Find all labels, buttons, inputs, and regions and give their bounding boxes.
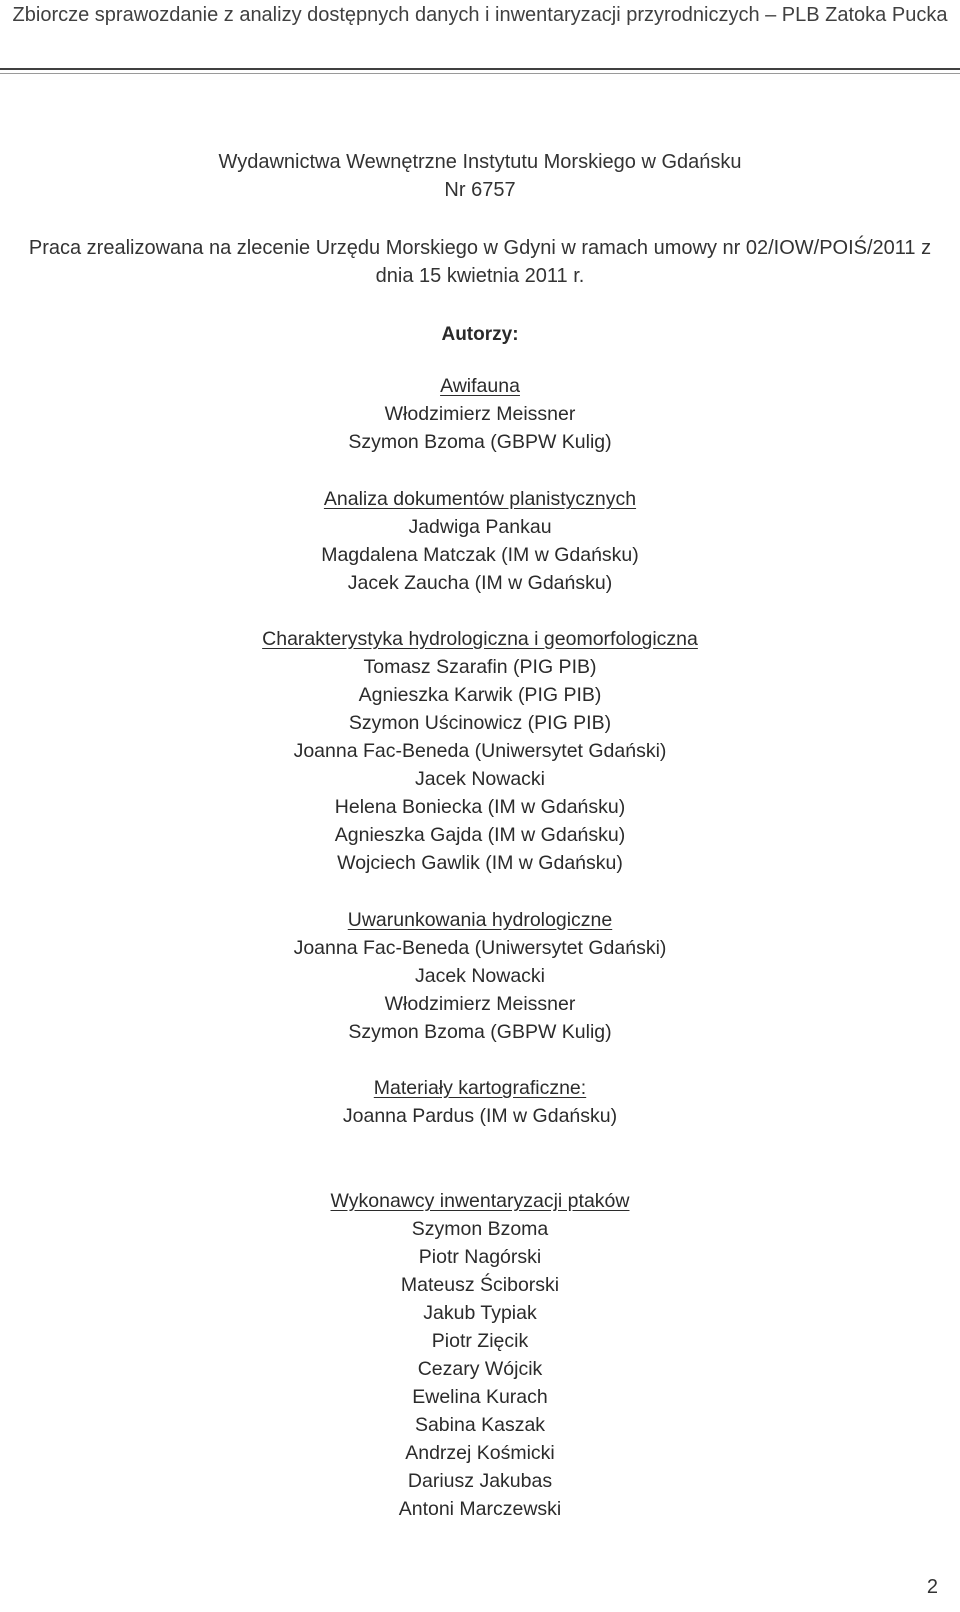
author-name: Wojciech Gawlik (IM w Gdańsku) [337, 852, 623, 874]
author-name: Jacek Zaucha (IM w Gdańsku) [347, 572, 613, 594]
header-rule-thin [0, 73, 960, 74]
section-title: Wykonawcy inwentaryzacji ptaków [330, 1190, 630, 1212]
author-name: Dariusz Jakubas [407, 1470, 553, 1492]
author-name: Sabina Kaszak [414, 1414, 546, 1436]
author-name: Jakub Typiak [423, 1302, 537, 1324]
author-name: Joanna Fac-Beneda (Uniwersytet Gdański) [293, 740, 667, 762]
section-hydrological-conditions [0, 906, 960, 1046]
author-name: Agnieszka Karwik (PIG PIB) [358, 684, 602, 706]
author-name: Piotr Zięcik [431, 1330, 529, 1352]
section-awifauna [0, 372, 960, 456]
author-name: Szymon Bzoma (GBPW Kulig) [348, 431, 612, 453]
author-name: Ewelina Kurach [412, 1386, 548, 1408]
author-name: Cezary Wójcik [417, 1358, 543, 1380]
author-name: Antoni Marczewski [398, 1498, 562, 1520]
author-name: Andrzej Kośmicki [405, 1442, 555, 1464]
author-name: Jacek Nowacki [414, 768, 546, 790]
section-title: Materiały kartograficzne: [373, 1077, 587, 1099]
author-name: Włodzimierz Meissner [384, 403, 576, 425]
section-title: Uwarunkowania hydrologiczne [347, 909, 613, 931]
author-name: Magdalena Matczak (IM w Gdańsku) [321, 544, 639, 566]
commission-line-1: Praca zrealizowana na zlecenie Urzędu Morskiego w Gdyni w ramach umowy nr 02/IOW/POIŚ/2011 z [28, 237, 932, 259]
section-hydrology-geomorphology [0, 625, 960, 877]
author-name: Mateusz Ściborski [400, 1274, 560, 1296]
author-name: Szymon Bzoma (GBPW Kulig) [348, 1021, 612, 1043]
author-name: Włodzimierz Meissner [384, 993, 576, 1015]
commission-block [0, 234, 960, 290]
author-name: Jadwiga Pankau [408, 516, 552, 538]
author-name: Tomasz Szarafin (PIG PIB) [363, 656, 597, 678]
running-header: Zbiorcze sprawozdanie z analizy dostępnych danych i inwentaryzacji przyrodniczych – PLB Zatoka Pucka [12, 4, 948, 26]
section-title: Awifauna [440, 375, 520, 397]
author-name: Piotr Nagórski [418, 1246, 542, 1268]
publisher-block [0, 148, 960, 204]
publisher-name: Wydawnictwa Wewnętrzne Instytutu Morskiego w Gdańsku [218, 151, 742, 173]
section-bird-inventory [0, 1187, 960, 1523]
header-rule [0, 68, 960, 70]
author-name: Szymon Bzoma [411, 1218, 549, 1240]
author-name: Szymon Uścinowicz (PIG PIB) [348, 712, 612, 734]
author-name: Helena Boniecka (IM w Gdańsku) [334, 796, 626, 818]
commission-line-2: dnia 15 kwietnia 2011 r. [375, 265, 585, 287]
section-cartographic-materials [0, 1074, 960, 1130]
publication-number: Nr 6757 [444, 179, 516, 201]
authors-heading: Autorzy: [441, 324, 519, 345]
section-title: Charakterystyka hydrologiczna i geomorfologiczna [262, 628, 698, 650]
author-name: Jacek Nowacki [414, 965, 546, 987]
author-name: Agnieszka Gajda (IM w Gdańsku) [334, 824, 626, 846]
author-name: Joanna Pardus (IM w Gdańsku) [342, 1105, 618, 1127]
author-name: Joanna Fac-Beneda (Uniwersytet Gdański) [293, 937, 667, 959]
section-title: Analiza dokumentów planistycznych [323, 488, 637, 510]
section-planning-documents [0, 485, 960, 597]
page-number: 2 [926, 1576, 938, 1598]
